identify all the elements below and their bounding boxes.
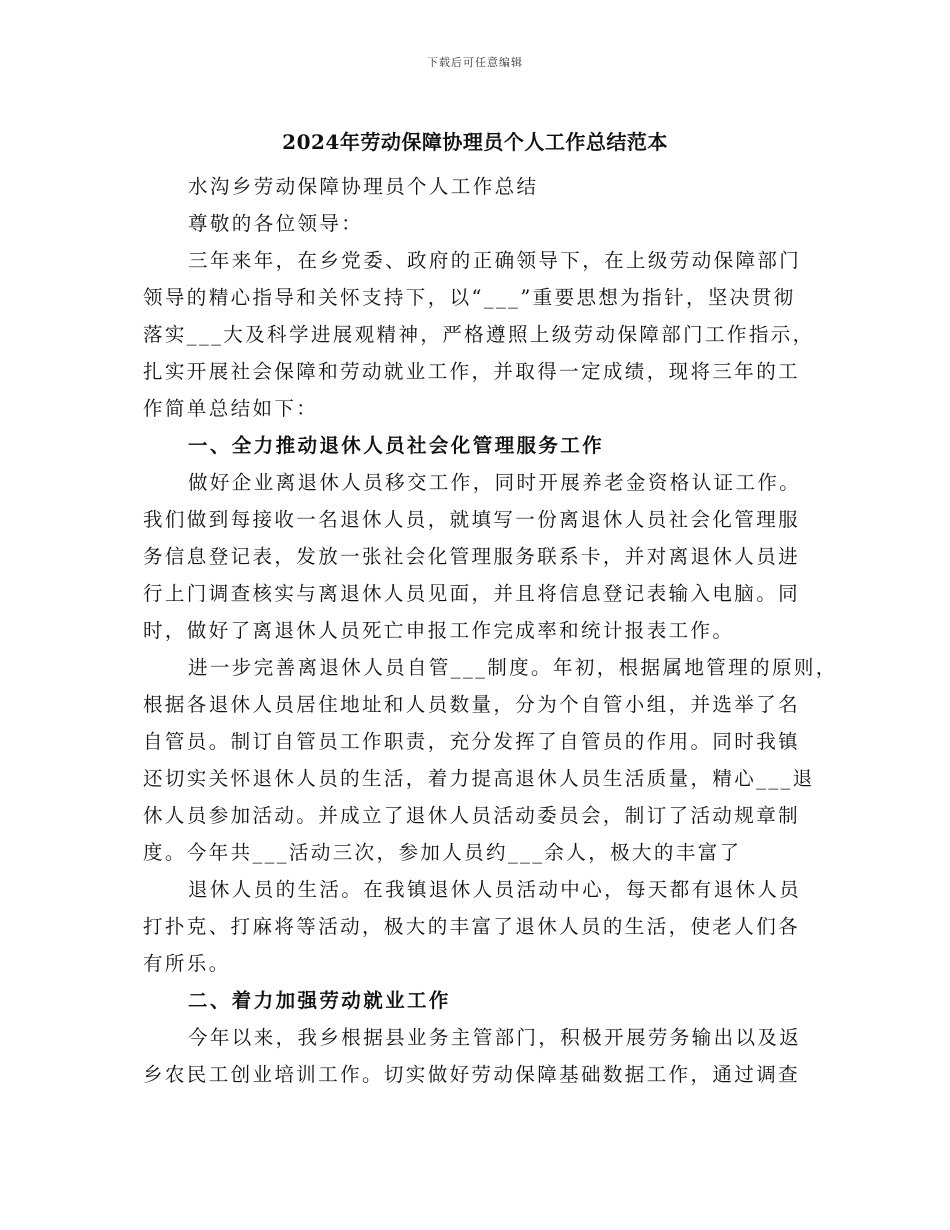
- body-text-line: 水沟乡劳动保障协理员个人工作总结: [188, 175, 539, 198]
- body-text-line: 务信息登记表，发放一张社会化管理服务联系卡，并对离退休人员进: [143, 545, 801, 568]
- section-heading-line: 二、着力加强劳动就业工作: [188, 989, 451, 1012]
- body-text-line: 扎实开展社会保障和劳动就业工作，并取得一定成绩，现将三年的工: [143, 360, 801, 383]
- body-text-line: 根据各退休人员居住地址和人员数量，分为个自管小组，并选举了名: [143, 693, 801, 716]
- body-text-line: 领导的精心指导和关怀支持下，以“___”重要思想为指针，坚决贯彻: [143, 286, 796, 309]
- body-text-line: 三年来年，在乡党委、政府的正确领导下，在上级劳动保障部门: [188, 249, 802, 272]
- body-text-line: 我们做到每接收一名退休人员，就填写一份离退休人员社会化管理服: [143, 508, 801, 531]
- body-text-line: 今年以来，我乡根据县业务主管部门，积极开展劳务输出以及返: [188, 1026, 802, 1049]
- header-note: 下载后可任意编辑: [427, 56, 523, 69]
- document-body: [143, 168, 838, 1093]
- body-text-line: 度。今年共___活动三次，参加人员约___余人，极大的丰富了: [143, 841, 742, 864]
- body-text-line: 自管员。制订自管员工作职责，充分发挥了自管员的作用。同时我镇: [143, 730, 801, 753]
- body-text-line: 行上门调查核实与离退休人员见面，并且将信息登记表输入电脑。同: [143, 582, 801, 605]
- body-text-line: 退休人员的生活。在我镇退休人员活动中心，每天都有退休人员: [188, 878, 802, 901]
- body-text-line: 乡农民工创业培训工作。切实做好劳动保障基础数据工作，通过调查: [143, 1063, 801, 1086]
- body-text-line: 有所乐。: [143, 952, 231, 975]
- document-title: 2024年劳动保障协理员个人工作总结范本: [282, 130, 668, 154]
- body-text-line: 作简单总结如下：: [143, 397, 319, 420]
- body-text-line: 休人员参加活动。并成立了退休人员活动委员会，制订了活动规章制: [143, 804, 801, 827]
- body-text-line: 做好企业离退休人员移交工作，同时开展养老金资格认证工作。: [188, 471, 802, 494]
- body-text-line: 时，做好了离退休人员死亡申报工作完成率和统计报表工作。: [143, 619, 735, 642]
- section-heading-line: 一、全力推动退休人员社会化管理服务工作: [188, 434, 605, 457]
- body-text-line: 打扑克、打麻将等活动，极大的丰富了退休人员的生活，使老人们各: [143, 915, 801, 938]
- body-text-line: 还切实关怀退休人员的生活，着力提高退休人员生活质量，精心___退: [143, 767, 815, 790]
- body-text-line: 进一步完善离退休人员自管___制度。年初，根据属地管理的原则，: [188, 656, 838, 679]
- body-text-line: 落实___大及科学进展观精神，严格遵照上级劳动保障部门工作指示，: [143, 323, 815, 346]
- body-text-line: 尊敬的各位领导：: [188, 212, 364, 235]
